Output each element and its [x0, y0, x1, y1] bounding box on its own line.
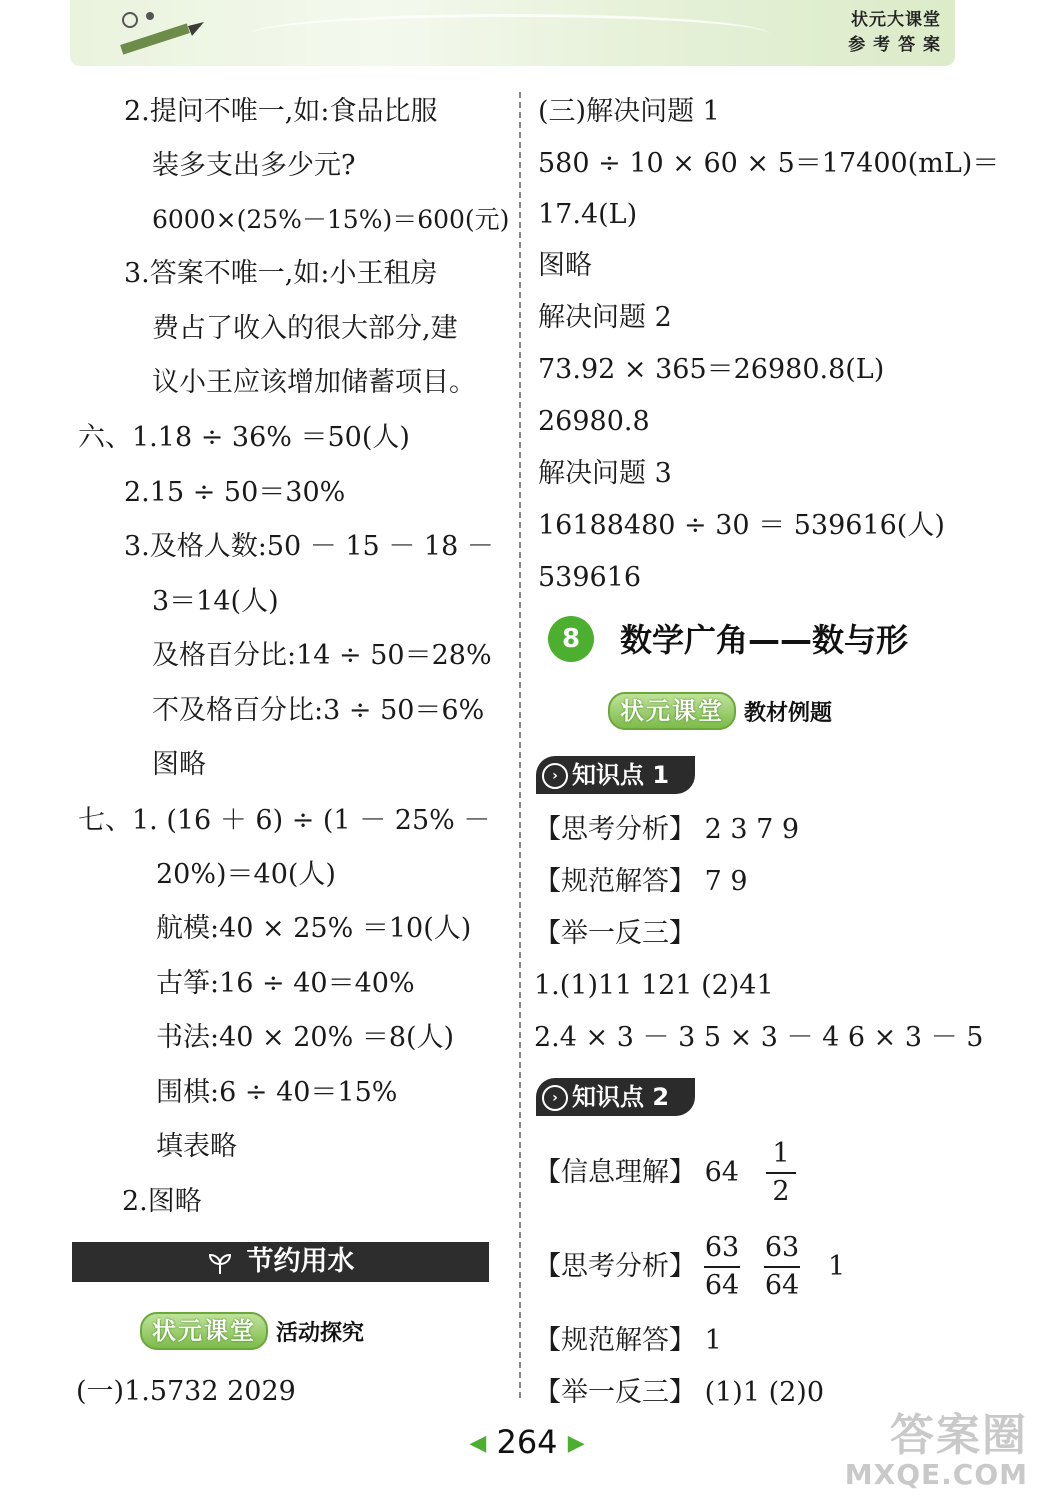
answer-line: 3.答案不唯一,如:小王租房 — [124, 258, 438, 289]
answer-line: 围棋:6 ÷ 40＝15% — [156, 1077, 398, 1108]
column-divider — [519, 92, 521, 1398]
activity-badge-row — [140, 1312, 364, 1352]
answer-line: 【规范解答】 7 9 — [534, 866, 748, 897]
answer-line: 20%)＝40(人) — [156, 859, 336, 890]
answer-line: 七、1. (16 ＋ 6) ÷ (1 － 25% － — [78, 805, 491, 836]
fraction — [766, 1138, 796, 1208]
header-title: 状元大课堂 — [851, 10, 941, 30]
watermark — [845, 1412, 1028, 1490]
answer-line: 1.(1)11 121 (2)41 — [534, 970, 774, 1001]
zhuangyuan-badge: 状元课堂 — [140, 1312, 268, 1350]
answer-line: 航模:40 × 25% ＝10(人) — [156, 913, 472, 944]
answer-line: 1 — [828, 1251, 846, 1282]
answer-line: (三)解决问题 1 — [538, 96, 720, 127]
page-number-value: 264 — [496, 1423, 558, 1461]
answer-line: 2.15 ÷ 50＝30% — [124, 477, 346, 508]
chevron-right-icon: › — [542, 1085, 568, 1111]
badge-label: 活动探究 — [276, 1320, 365, 1346]
watermark-line2: MXQE.COM — [844, 1458, 1028, 1491]
chapter-title: 数学广角——数与形 — [620, 621, 909, 659]
answer-line: 【信息理解】 64 — [534, 1157, 739, 1188]
chevron-right-icon: › — [542, 763, 568, 789]
answer-line: 议小王应该增加储蓄项目。 — [152, 367, 476, 398]
chapter-number: 8 — [548, 616, 594, 662]
page-number — [452, 1422, 602, 1464]
answer-line: 图略 — [538, 250, 592, 281]
fraction-numerator: 63 — [704, 1232, 740, 1263]
answer-line: 【思考分析】 — [534, 1251, 696, 1282]
fraction — [764, 1232, 800, 1302]
answer-line: 【举一反三】 (1)1 (2)0 — [534, 1377, 825, 1408]
section-title-bar — [72, 1242, 489, 1282]
fraction-denominator: 64 — [764, 1270, 800, 1301]
answer-line: 【规范解答】 1 — [534, 1325, 722, 1356]
triangle-right-icon: ▶ — [567, 1431, 585, 1456]
section-title: 节约用水 — [246, 1246, 355, 1277]
page-header — [70, 0, 955, 66]
answer-line: 2.提问不唯一,如:食品比服 — [124, 96, 438, 127]
knowledge-point-label: 知识点 2 — [572, 1083, 670, 1111]
answer-line: 解决问题 3 — [538, 458, 672, 489]
answer-line: 古筝:16 ÷ 40＝40% — [156, 968, 415, 999]
pencil-decoration-icon — [100, 4, 210, 64]
answer-line: 580 ÷ 10 × 60 × 5＝17400(mL)＝ — [538, 148, 1000, 179]
answer-line: 3＝14(人) — [152, 586, 279, 617]
answer-line: 不及格百分比:3 ÷ 50＝6% — [152, 695, 485, 726]
answer-line: 书法:40 × 20% ＝8(人) — [156, 1022, 455, 1053]
answer-line: 6000×(25%－15%)＝600(元) — [152, 205, 510, 234]
knowledge-point-2-tag — [536, 1078, 695, 1116]
answer-line: 六、1.18 ÷ 36% ＝50(人) — [78, 422, 410, 453]
answer-line: 图略 — [152, 749, 206, 780]
sprout-icon — [207, 1250, 233, 1276]
answer-line: 费占了收入的很大部分,建 — [152, 313, 458, 344]
answer-line: 【思考分析】 2 3 7 9 — [534, 814, 800, 845]
answer-line: 装多支出多少元? — [152, 150, 356, 181]
answer-line: 【举一反三】 — [534, 918, 696, 949]
answer-line: 填表略 — [156, 1131, 237, 1162]
answer-line: 16188480 ÷ 30 ＝ 539616(人) — [538, 510, 945, 541]
answer-line: 及格百分比:14 ÷ 50＝28% — [152, 640, 492, 671]
watermark-line1: 答案圈 — [890, 1410, 1028, 1461]
fraction-numerator: 63 — [764, 1232, 800, 1263]
answer-line: 26980.8 — [538, 406, 650, 437]
answer-line: (一)1.5732 2029 — [76, 1376, 296, 1407]
header-wave — [250, 14, 770, 55]
answer-line: 3.及格人数:50 － 15 － 18 － — [124, 531, 494, 562]
answer-line: 解决问题 2 — [538, 302, 672, 333]
answer-line: 2.4 × 3 － 3 5 × 3 － 4 6 × 3 － 5 — [534, 1022, 984, 1053]
fraction-denominator: 64 — [704, 1270, 740, 1301]
answer-line: 2.图略 — [122, 1186, 202, 1217]
example-badge-row — [608, 692, 832, 732]
fraction-denominator: 2 — [772, 1176, 790, 1207]
answer-line: 539616 — [538, 562, 642, 593]
badge-label: 教材例题 — [744, 700, 833, 726]
knowledge-point-label: 知识点 1 — [572, 761, 670, 789]
zhuangyuan-badge: 状元课堂 — [608, 692, 736, 730]
fraction — [704, 1232, 740, 1302]
answer-line: 17.4(L) — [538, 199, 638, 230]
header-subtitle: 参 考 答 案 — [848, 35, 941, 55]
answer-line: 73.92 × 365＝26980.8(L) — [538, 354, 885, 385]
header-titles — [848, 8, 941, 58]
fraction-numerator: 1 — [772, 1138, 790, 1169]
knowledge-point-1-tag — [536, 756, 695, 794]
triangle-left-icon: ◀ — [469, 1431, 487, 1456]
